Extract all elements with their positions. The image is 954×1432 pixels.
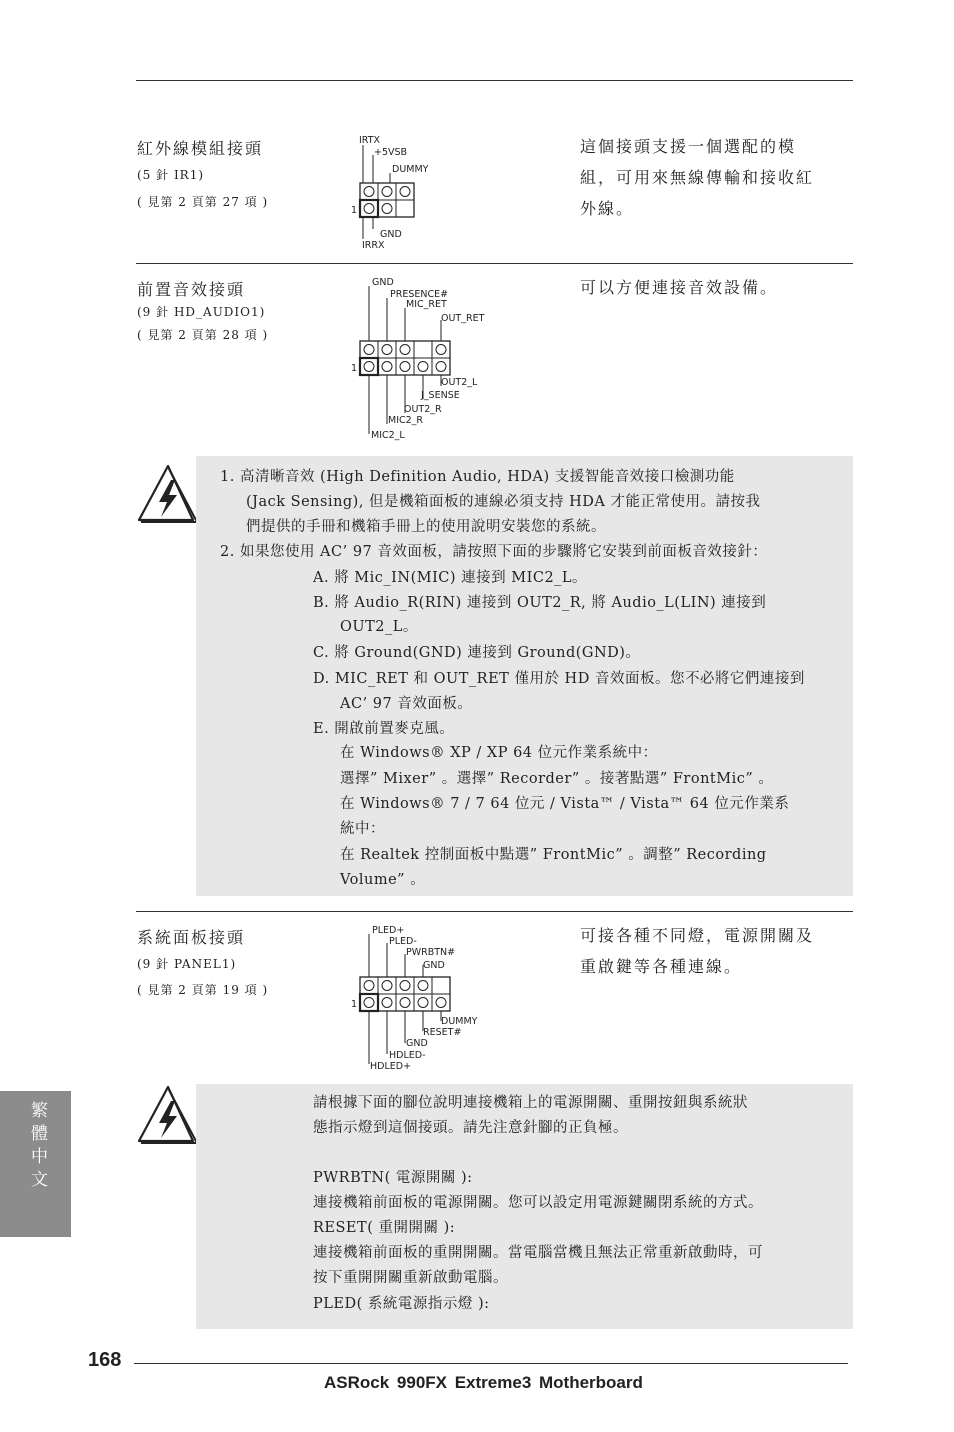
pin-one-label: 1 (351, 205, 358, 216)
pin-label: J_SENSE (421, 390, 460, 401)
pin-label: DUMMY (441, 1016, 478, 1027)
audio-desc: 可以方便連接音效設備。 (580, 278, 779, 297)
warning-icon (135, 462, 199, 526)
pin-label: IRRX (362, 240, 385, 251)
pin-label: +5VSB (374, 147, 408, 158)
pin-label: OUT2_L (441, 377, 478, 388)
panel-ref: ( 見第 2 頁第 19 項 ) (137, 983, 269, 997)
ir-desc-line: 這個接頭支援一個選配的模 (580, 137, 797, 156)
note-line: 在 Realtek 控制面板中點選” FrontMic” 。調整” Recording (340, 847, 767, 863)
pin-label: DUMMY (392, 164, 429, 175)
audio-header-diagram (350, 274, 490, 446)
note-line: OUT2_L。 (340, 619, 418, 635)
panel-desc-line: 重啟鍵等各種連線。 (580, 957, 743, 976)
section-rule (136, 911, 853, 912)
audio-title: 前置音效接頭 (137, 280, 246, 299)
ir-desc-line: 外線。 (580, 199, 635, 218)
pin-label: PLED- (389, 936, 417, 947)
note-line: RESET( 重開開關 ): (313, 1220, 456, 1236)
section-rule (136, 263, 853, 264)
note-line: 們提供的手冊和機箱手冊上的使用說明安裝您的系統。 (246, 519, 606, 535)
footer-rule (134, 1363, 848, 1364)
pin-label: HDLED+ (370, 1061, 412, 1072)
panel-header-diagram (350, 922, 490, 1072)
note-line: PLED( 系統電源指示燈 ): (313, 1296, 490, 1312)
pin-one-label: 1 (351, 999, 358, 1010)
note-line: 在 Windows® XP / XP 64 位元作業系統中： (340, 745, 658, 761)
pin-label: OUT_RET (441, 313, 485, 324)
language-label: 繁體中文 (27, 1101, 47, 1193)
pin-label: PRESENCE# (390, 289, 449, 300)
warning-icon (135, 1083, 199, 1147)
note-line: 態指示燈到這個接頭。請先注意針腳的正負極。 (313, 1120, 628, 1136)
note-line: Volume” 。 (340, 872, 426, 888)
pin-label: OUT2_R (404, 404, 442, 415)
note-line: 連接機箱前面板的重開開關。當電腦當機且無法正常重新啟動時，可 (313, 1245, 763, 1261)
note-line: A. 將 Mic_IN(MIC) 連接到 MIC2_L。 (313, 570, 588, 586)
note-line: AC’ 97 音效面板。 (340, 696, 473, 712)
pin-label: GND (406, 1038, 428, 1049)
ir-ref: ( 見第 2 頁第 27 項 ) (137, 195, 269, 209)
pin-label: GND (372, 277, 394, 288)
note-line: 2. 如果您使用 AC’ 97 音效面板，請按照下面的步驟將它安裝到前面板音效接針： (220, 544, 768, 560)
ir-pins: (5 針 IR1) (137, 168, 205, 182)
pin-label: MIC_RET (406, 299, 447, 310)
panel-pins: (9 針 PANEL1) (137, 957, 237, 971)
panel-desc-line: 可接各種不同燈，電源開關及 (580, 926, 815, 945)
pin-label: HDLED- (389, 1050, 426, 1061)
pin-label: MIC2_R (388, 415, 424, 426)
ir-desc (580, 131, 814, 224)
note-line: 按下重開開關重新啟動電腦。 (313, 1270, 508, 1286)
footer-title: ASRock 990FX Extreme3 Motherboard (324, 1373, 643, 1392)
panel-desc (580, 920, 814, 982)
pin-label: GND (380, 229, 402, 240)
note-line: PWRBTN( 電源開關 ): (313, 1170, 473, 1186)
pin-one-label: 1 (351, 363, 358, 374)
top-rule (136, 80, 853, 81)
note-line: 連接機箱前面板的電源開關。您可以設定用電源鍵關閉系統的方式。 (313, 1195, 763, 1211)
ir-header-diagram (350, 133, 450, 251)
pin-label: PLED+ (372, 925, 405, 936)
pin-label: MIC2_L (371, 430, 405, 441)
note-line: (Jack Sensing), 但是機箱面板的連線必須支持 HDA 才能正常使用。請按我 (246, 494, 761, 510)
pin-label: GND (423, 960, 445, 971)
pin-label: RESET# (423, 1027, 462, 1038)
note-line: 統中： (340, 821, 385, 837)
audio-ref: ( 見第 2 頁第 28 項 ) (137, 328, 269, 342)
language-side-tab (0, 1091, 71, 1237)
note-line: D. MIC_RET 和 OUT_RET 僅用於 HD 音效面板。您不必將它們連接到 (313, 671, 805, 687)
note-line: 1. 高清晰音效 (High Definition Audio, HDA) 支援智能音效接口檢測功能 (220, 469, 735, 485)
note-line: E. 開啟前置麥克風。 (313, 721, 455, 737)
audio-pins: (9 針 HD_AUDIO1) (137, 305, 266, 319)
ir-title: 紅外線模組接頭 (137, 139, 264, 158)
ir-desc-line: 組，可用來無線傳輸和接收紅 (580, 168, 815, 187)
pin-label: PWRBTN# (406, 947, 456, 958)
note-line: C. 將 Ground(GND) 連接到 Ground(GND)。 (313, 645, 641, 661)
note-line: 選擇” Mixer” 。選擇” Recorder” 。接著點選” FrontMic” 。 (340, 771, 774, 787)
page-number: 168 (88, 1349, 122, 1371)
pin-label: IRTX (359, 135, 381, 146)
note-line: B. 將 Audio_R(RIN) 連接到 OUT2_R, 將 Audio_L(LIN) 連接到 (313, 595, 767, 611)
note-line: 請根據下面的腳位說明連接機箱上的電源開關、重開按鈕與系統狀 (313, 1095, 748, 1111)
panel-title: 系統面板接頭 (137, 928, 246, 947)
note-line: 在 Windows® 7 / 7 64 位元 / Vista™ / Vista™ 64 位元作業系 (340, 796, 790, 812)
